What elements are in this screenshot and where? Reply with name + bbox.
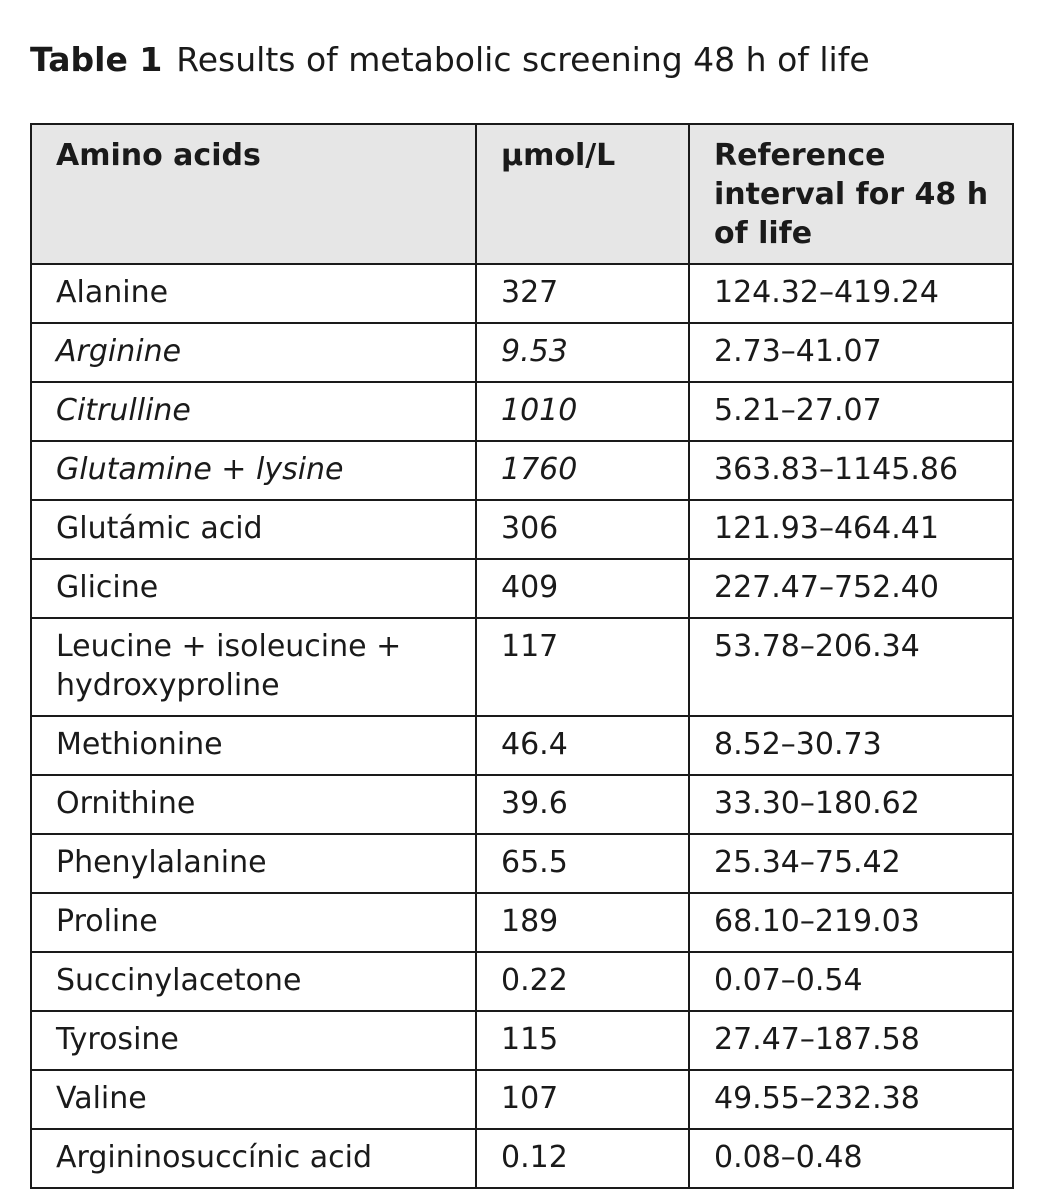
cell-reference-interval: 5.21–27.07 [689,382,1013,441]
table-row [31,834,1013,893]
cell-amino-acid: Leucine + isoleucine + hydroxyproline [31,618,476,716]
table-header [31,124,1013,264]
table-row [31,264,1013,323]
table-row [31,1129,1013,1188]
header-amino-acids: Amino acids [31,124,476,264]
cell-reference-interval: 53.78–206.34 [689,618,1013,716]
cell-amino-acid: Glutamine + lysine [31,441,476,500]
cell-concentration: 327 [476,264,689,323]
cell-concentration: 1760 [476,441,689,500]
cell-reference-interval: 25.34–75.42 [689,834,1013,893]
cell-reference-interval: 227.47–752.40 [689,559,1013,618]
cell-concentration: 1010 [476,382,689,441]
cell-amino-acid: Alanine [31,264,476,323]
cell-reference-interval: 0.08–0.48 [689,1129,1013,1188]
header-reference-interval: Reference interval for 48 h of life [689,124,1013,264]
table-body [31,264,1013,1188]
cell-amino-acid: Citrulline [31,382,476,441]
cell-concentration: 9.53 [476,323,689,382]
table-row [31,775,1013,834]
table-row [31,618,1013,716]
cell-concentration: 409 [476,559,689,618]
table-row [31,952,1013,1011]
cell-amino-acid: Glicine [31,559,476,618]
cell-reference-interval: 124.32–419.24 [689,264,1013,323]
cell-amino-acid: Proline [31,893,476,952]
cell-concentration: 46.4 [476,716,689,775]
cell-amino-acid: Tyrosine [31,1011,476,1070]
cell-concentration: 306 [476,500,689,559]
cell-concentration: 39.6 [476,775,689,834]
cell-concentration: 189 [476,893,689,952]
cell-reference-interval: 2.73–41.07 [689,323,1013,382]
cell-amino-acid: Arginine [31,323,476,382]
table-row [31,382,1013,441]
cell-reference-interval: 27.47–187.58 [689,1011,1013,1070]
cell-reference-interval: 33.30–180.62 [689,775,1013,834]
table-row [31,893,1013,952]
table-row [31,441,1013,500]
cell-concentration: 117 [476,618,689,716]
cell-concentration: 115 [476,1011,689,1070]
cell-amino-acid: Succinylacetone [31,952,476,1011]
cell-amino-acid: Valine [31,1070,476,1129]
cell-concentration: 0.22 [476,952,689,1011]
cell-amino-acid: Phenylalanine [31,834,476,893]
cell-amino-acid: Argininosuccínic acid [31,1129,476,1188]
table-row [31,559,1013,618]
cell-amino-acid: Glutámic acid [31,500,476,559]
header-concentration: µmol/L [476,124,689,264]
cell-reference-interval: 68.10–219.03 [689,893,1013,952]
table-row [31,500,1013,559]
header-row [31,124,1013,264]
table-row [31,323,1013,382]
cell-reference-interval: 8.52–30.73 [689,716,1013,775]
table-caption [30,38,870,82]
cell-reference-interval: 0.07–0.54 [689,952,1013,1011]
table-row [31,1011,1013,1070]
cell-reference-interval: 121.93–464.41 [689,500,1013,559]
table-caption-label: Table 1 [30,40,163,79]
cell-amino-acid: Ornithine [31,775,476,834]
cell-reference-interval: 49.55–232.38 [689,1070,1013,1129]
cell-amino-acid: Methionine [31,716,476,775]
cell-concentration: 107 [476,1070,689,1129]
cell-concentration: 65.5 [476,834,689,893]
table-caption-text: Results of metabolic screening 48 h of life [176,40,870,79]
table-row [31,1070,1013,1129]
cell-reference-interval: 363.83–1145.86 [689,441,1013,500]
table-row [31,716,1013,775]
results-table [30,123,1014,1189]
cell-concentration: 0.12 [476,1129,689,1188]
